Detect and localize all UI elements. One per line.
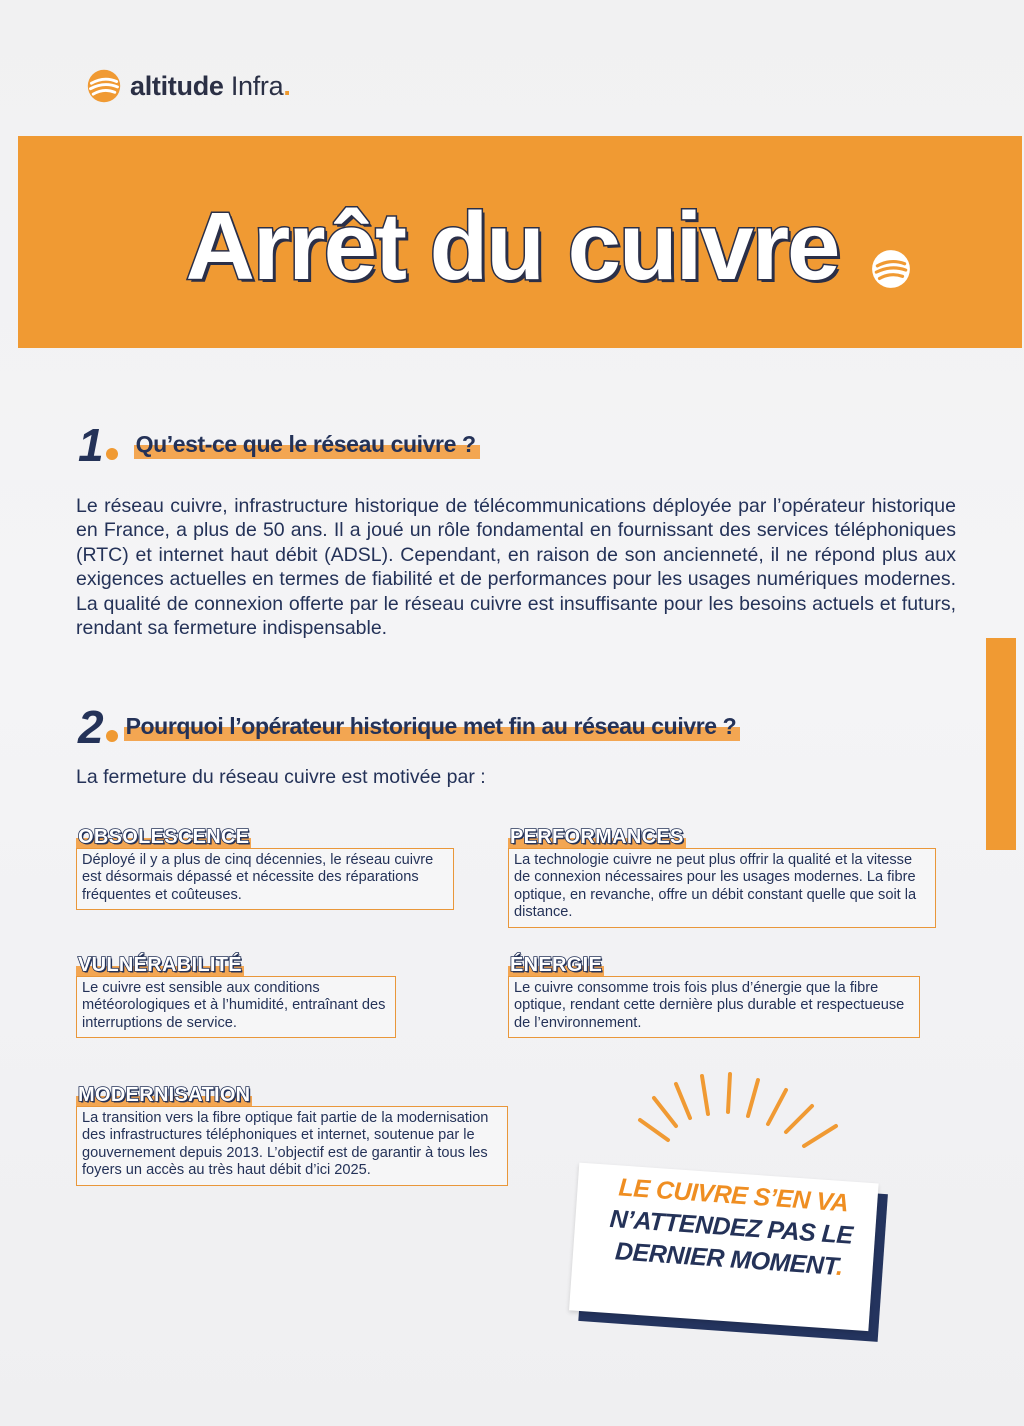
page-title: Arrêt du cuivre: [185, 193, 839, 300]
section-1-body: Le réseau cuivre, infrastructure historique de télécommunications déployée par l’opérateur historique en France, a plus de 50 ans. Il a joué un rôle fondamental en fournissant des services téléphoniques (RTC) et internet haut débit (ADSL). Cependant, en raison de son ancienneté, il ne répond plus aux exigences actuelles en termes de fiabilité et de performances pour les usages numériques modernes. La qualité de connexion offerte par le réseau cuivre est insuffisante pour les besoins actuels et futurs, rendant sa fermeture indispensable.: [76, 495, 956, 640]
reason-title: MODERNISATION: [78, 1084, 251, 1106]
section-2-heading: [78, 701, 740, 753]
section-1-heading: [78, 419, 480, 471]
stamp-line-3-text: DERNIER MOMENT: [614, 1237, 838, 1281]
reason-text: Déployé il y a plus de cinq décennies, le réseau cuivre est désormais dépassé et nécessite des réparations fréquentes et coûteuses.: [76, 848, 454, 910]
reason-title: PERFORMANCES: [510, 826, 684, 848]
reason-title: OBSOLESCENCE: [78, 826, 250, 848]
reason-text: La transition vers la fibre optique fait partie de la modernisation des infrastructures téléphoniques et internet, soutenue par le gouvernement depuis 2013. L’objectif est de garantir à tous les foyers un accès au très haut débit d’ici 2025.: [76, 1106, 508, 1186]
section-1-title: Qu’est-ce que le réseau cuivre ?: [134, 431, 480, 459]
section-2-intro: La fermeture du réseau cuivre est motivée par :: [76, 766, 486, 788]
stamp-line-3-dot: .: [835, 1252, 844, 1282]
slogan-stamp: [564, 1138, 916, 1351]
section-dot: [106, 730, 118, 742]
section-2-title: Pourquoi l’opérateur historique met fin au réseau cuivre ?: [124, 713, 741, 741]
altitude-swirl-icon: [870, 248, 912, 290]
section-1-number: 1: [78, 419, 104, 471]
reason-text: Le cuivre est sensible aux conditions météorologiques et à l’humidité, entraînant des interruptions de service.: [76, 976, 396, 1038]
side-tab: [986, 638, 1016, 850]
brand-name-regular: Infra: [230, 70, 284, 101]
reason-text: La technologie cuivre ne peut plus offrir la qualité et la vitesse de connexion nécessaires pour les usages modernes. La fibre optique, en revanche, offre un débit constant quelle que soit la distance.: [508, 848, 936, 928]
reason-title: ÉNERGIE: [510, 954, 603, 976]
stamp-line-1: LE CUIVRE S’EN VA: [617, 1173, 850, 1218]
brand-logo: [86, 68, 291, 104]
brand-name-dot: .: [283, 70, 291, 101]
brand-name: [130, 71, 291, 102]
reason-title: VULNÉRABILITÉ: [78, 954, 242, 976]
stamp-line-2: N’ATTENDEZ PAS LE: [608, 1204, 854, 1250]
section-dot: [106, 448, 118, 460]
reason-text: Le cuivre consomme trois fois plus d’énergie que la fibre optique, rendant cette dernière plus durable et respectueuse de l’environnement.: [508, 976, 920, 1038]
brand-name-bold: altitude: [130, 70, 224, 101]
section-2-number: 2: [78, 701, 104, 753]
altitude-swirl-icon: [86, 68, 122, 104]
